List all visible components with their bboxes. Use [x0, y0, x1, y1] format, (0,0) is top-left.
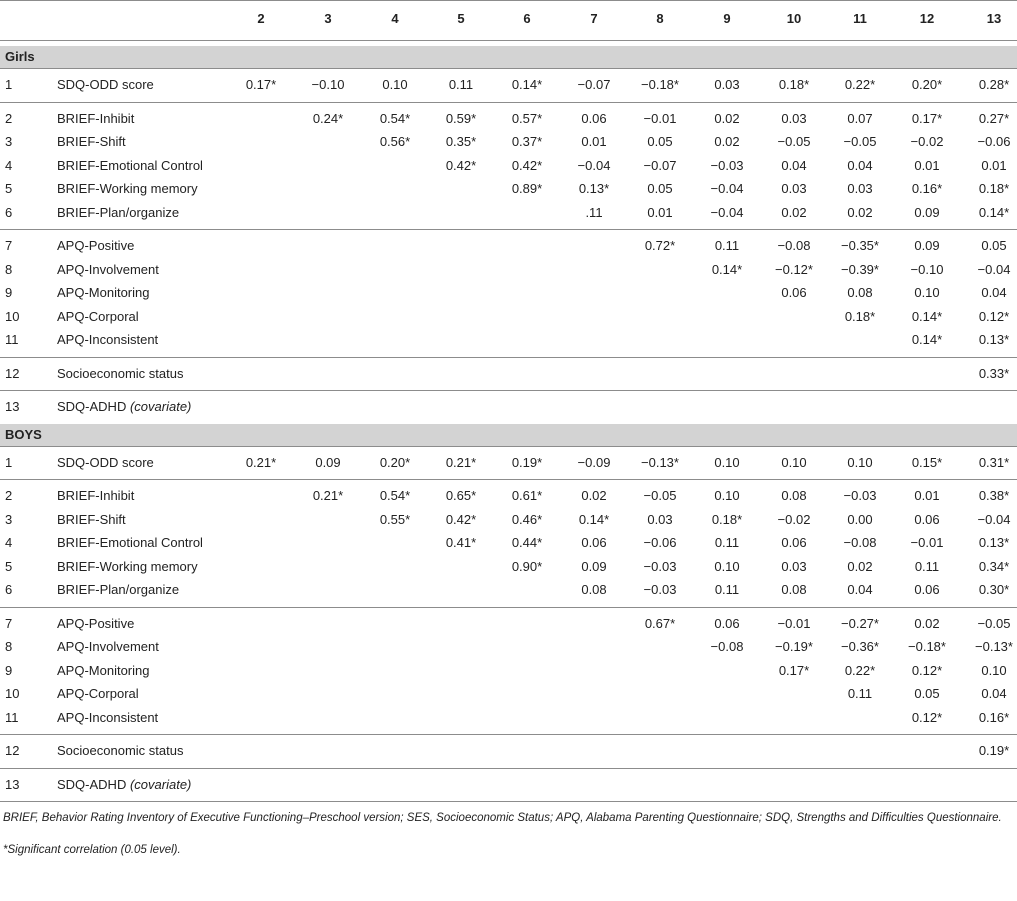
row-label-text: SDQ-ODD score — [57, 77, 154, 92]
correlation-cell: 0.04 — [847, 582, 873, 597]
column-header: 3 — [324, 11, 332, 26]
section-rule — [0, 446, 1017, 447]
correlation-cell: 0.13* — [978, 332, 1010, 347]
correlation-cell: −0.03 — [710, 157, 744, 173]
row-label — [57, 710, 158, 726]
row-label-text: APQ-Inconsistent — [57, 332, 159, 347]
correlation-cell: −0.04 — [577, 157, 611, 173]
row-number: 9 — [5, 285, 13, 300]
row-number: 10 — [5, 686, 20, 701]
group-rule — [0, 357, 1017, 358]
row-number: 13 — [5, 776, 20, 792]
row-label — [57, 366, 183, 382]
correlation-cell: 0.13* — [578, 181, 610, 196]
correlation-cell: 0.05 — [647, 181, 673, 196]
row-label — [57, 455, 154, 471]
column-header: 13 — [986, 11, 1002, 26]
correlation-cell: 0.54* — [379, 110, 411, 126]
correlation-cell: −0.18* — [908, 639, 946, 654]
correlation-cell: 0.04 — [981, 686, 1007, 701]
row-label-text: APQ-Corporal — [57, 686, 139, 701]
correlation-cell: 0.11 — [847, 686, 873, 701]
correlation-cell: −0.09 — [577, 454, 611, 470]
row-label — [57, 559, 198, 575]
row-label-text: BRIEF-Inhibit — [57, 488, 135, 503]
row-label — [57, 399, 191, 415]
correlation-cell: 0.67* — [644, 615, 676, 631]
row-label-text: Socioeconomic status — [57, 365, 184, 381]
row-number: 1 — [5, 454, 13, 470]
correlation-cell: 0.14* — [578, 511, 610, 527]
column-header: 4 — [391, 11, 399, 26]
correlation-cell: 0.08 — [581, 582, 607, 597]
row-number: 10 — [5, 308, 20, 324]
correlation-cell: −0.13* — [641, 454, 679, 470]
correlation-cell: 0.42* — [445, 157, 477, 173]
correlation-cell: −0.05 — [643, 488, 677, 503]
correlation-cell: −0.06 — [643, 535, 677, 550]
row-number: 11 — [5, 332, 19, 347]
correlation-cell: −0.06 — [977, 134, 1011, 149]
correlation-cell: 0.21* — [312, 488, 344, 503]
row-label — [57, 582, 179, 598]
row-number: 6 — [5, 204, 13, 220]
correlation-cell: 0.11 — [714, 582, 740, 597]
correlation-cell: −0.13* — [975, 639, 1013, 654]
correlation-cell: .11 — [585, 204, 603, 220]
row-label — [57, 205, 179, 221]
section-band — [0, 46, 1017, 68]
correlation-cell: 0.14* — [911, 332, 943, 347]
row-label-text: SDQ-ADHD — [57, 776, 127, 792]
correlation-cell: −0.02 — [777, 511, 811, 527]
correlation-cell: −0.18* — [641, 77, 679, 92]
correlation-cell: −0.36* — [841, 639, 879, 654]
correlation-cell: 0.55* — [379, 511, 411, 527]
row-number: 8 — [5, 261, 13, 277]
row-label — [57, 111, 134, 127]
correlation-cell: 0.22* — [844, 77, 876, 92]
correlation-cell: 0.10 — [714, 454, 740, 470]
correlation-cell: 0.18* — [711, 511, 743, 527]
correlation-cell: 0.02 — [847, 558, 873, 574]
row-number: 13 — [5, 399, 20, 414]
correlation-cell: 0.15* — [911, 454, 943, 470]
correlation-cell: 0.46* — [511, 511, 543, 527]
correlation-cell: −0.02 — [910, 134, 944, 149]
section-rule — [0, 68, 1017, 69]
correlation-cell: 0.10 — [714, 488, 740, 503]
row-label-text: BRIEF-Working memory — [57, 558, 198, 574]
correlation-cell: −0.39* — [841, 261, 879, 277]
correlation-cell: 0.06 — [581, 535, 607, 550]
row-label — [57, 616, 134, 632]
correlation-cell: 0.00 — [847, 511, 873, 527]
correlation-cell: 0.44* — [511, 535, 543, 550]
correlation-cell: 0.11 — [714, 238, 740, 253]
correlation-cell: 0.54* — [379, 488, 411, 503]
correlation-cell: 0.14* — [978, 204, 1010, 220]
group-rule — [0, 229, 1017, 230]
correlation-cell: 0.02 — [714, 134, 740, 149]
correlation-cell: 0.20* — [911, 77, 943, 92]
row-label-text: BRIEF-Working memory — [57, 181, 198, 196]
group-rule — [0, 390, 1017, 391]
correlation-cell: 0.09 — [581, 558, 607, 574]
correlation-cell: −0.05 — [777, 134, 811, 149]
correlation-cell: −0.08 — [777, 238, 811, 253]
row-label — [57, 238, 134, 254]
row-label-text: APQ-Monitoring — [57, 285, 150, 300]
row-label — [57, 743, 183, 759]
row-label-text: APQ-Inconsistent — [57, 709, 159, 725]
correlation-cell: −0.10 — [910, 261, 944, 277]
correlation-cell: −0.19* — [775, 639, 813, 654]
correlation-cell: 0.17* — [911, 110, 943, 126]
correlation-cell: 0.10 — [914, 285, 940, 300]
correlation-cell: 0.09 — [914, 204, 940, 220]
column-header: 11 — [853, 11, 867, 26]
correlation-cell: 0.01 — [914, 488, 940, 503]
correlation-cell: 0.16* — [978, 709, 1010, 725]
correlation-cell: 0.10 — [847, 454, 873, 470]
row-label — [57, 686, 139, 702]
row-label — [57, 158, 203, 174]
correlation-cell: 0.05 — [981, 238, 1007, 253]
correlation-cell: −0.07 — [577, 77, 611, 92]
correlation-cell: 0.10 — [781, 454, 807, 470]
correlation-cell: 0.01 — [981, 157, 1007, 173]
correlation-cell: −0.03 — [643, 582, 677, 597]
correlation-cell: 0.16* — [911, 181, 943, 196]
row-number: 7 — [5, 238, 13, 253]
correlation-cell: 0.89* — [511, 181, 543, 196]
correlation-cell: 0.02 — [581, 488, 607, 503]
row-label-text: BRIEF-Emotional Control — [57, 535, 203, 550]
correlation-cell: 0.03 — [847, 181, 873, 196]
correlation-cell: 0.33* — [978, 365, 1010, 381]
correlation-cell: 0.19* — [978, 743, 1010, 758]
correlation-cell: 0.17* — [245, 77, 277, 92]
correlation-cell: −0.08 — [843, 535, 877, 550]
correlation-cell: 0.04 — [847, 157, 873, 173]
column-header: 5 — [457, 11, 465, 26]
row-label-text: APQ-Involvement — [57, 261, 159, 277]
row-label — [57, 332, 158, 348]
correlation-cell: 0.05 — [647, 134, 673, 149]
correlation-cell: 0.90* — [511, 558, 543, 574]
group-rule — [0, 102, 1017, 103]
correlation-cell: 0.03 — [781, 181, 807, 196]
table-footnote: *Significant correlation (0.05 level). — [3, 844, 181, 856]
row-label-text: APQ-Involvement — [57, 639, 159, 654]
correlation-cell: 0.42* — [511, 157, 543, 173]
correlation-cell: −0.12* — [775, 261, 813, 277]
correlation-cell: 0.30* — [978, 582, 1010, 597]
row-label — [57, 663, 149, 679]
correlation-cell: 0.04 — [781, 157, 807, 173]
row-number: 1 — [5, 77, 13, 92]
correlation-cell: 0.57* — [511, 110, 543, 126]
correlation-cell: 0.05 — [914, 686, 940, 701]
row-label-text: SDQ-ADHD — [57, 399, 127, 414]
correlation-cell: 0.06 — [914, 511, 940, 527]
correlation-cell: 0.18* — [978, 181, 1010, 196]
correlation-cell: 0.59* — [445, 110, 477, 126]
correlation-cell: 0.42* — [445, 511, 477, 527]
row-label-text: BRIEF-Emotional Control — [57, 157, 203, 173]
correlation-cell: 0.65* — [445, 488, 477, 503]
correlation-cell: −0.01 — [643, 110, 677, 126]
correlation-cell: 0.31* — [978, 454, 1010, 470]
correlation-cell: 0.19* — [511, 454, 543, 470]
column-header: 9 — [723, 11, 731, 26]
correlation-cell: 0.18* — [844, 308, 876, 324]
row-number: 4 — [5, 157, 13, 173]
correlation-cell: −0.04 — [710, 181, 744, 196]
section-title: Girls — [5, 49, 35, 64]
row-label-text: BRIEF-Shift — [57, 511, 126, 527]
group-rule — [0, 768, 1017, 769]
row-label-text: APQ-Corporal — [57, 308, 139, 324]
section-title: BOYS — [5, 426, 42, 442]
correlation-cell: 0.08 — [781, 488, 807, 503]
column-header: 7 — [590, 11, 598, 26]
correlation-cell: 0.14* — [711, 261, 743, 277]
column-header: 8 — [656, 11, 664, 26]
correlation-cell: 0.24* — [312, 110, 344, 126]
correlation-cell: 0.28* — [978, 77, 1010, 92]
correlation-cell: 0.07 — [847, 110, 873, 126]
correlation-cell: 0.14* — [511, 77, 543, 92]
correlation-cell: 0.02 — [714, 110, 740, 126]
correlation-cell: 0.02 — [781, 204, 807, 220]
correlation-cell: 0.61* — [511, 488, 543, 503]
row-number: 12 — [5, 365, 20, 381]
row-label — [57, 181, 198, 197]
group-rule — [0, 607, 1017, 608]
row-label — [57, 262, 159, 278]
correlation-cell: 0.02 — [847, 204, 873, 220]
correlation-cell: 0.20* — [379, 454, 411, 470]
correlation-cell: −0.03 — [643, 558, 677, 574]
row-number: 7 — [5, 615, 13, 631]
correlation-cell: 0.09 — [315, 454, 341, 470]
correlation-cell: 0.38* — [978, 488, 1010, 503]
row-number: 9 — [5, 662, 13, 678]
row-number: 5 — [5, 181, 13, 196]
group-rule — [0, 801, 1017, 802]
row-number: 2 — [5, 488, 13, 503]
correlation-cell: 0.06 — [914, 582, 940, 597]
correlation-cell: −0.04 — [977, 261, 1011, 277]
correlation-cell: 0.03 — [781, 110, 807, 126]
row-label-text: Socioeconomic status — [57, 743, 184, 758]
correlation-cell: 0.35* — [445, 134, 477, 149]
correlation-cell: 0.01 — [647, 204, 673, 220]
row-number: 3 — [5, 511, 13, 527]
correlation-cell: −0.07 — [643, 157, 677, 173]
row-label-text: APQ-Positive — [57, 238, 135, 253]
row-number: 3 — [5, 134, 13, 149]
correlation-cell: 0.03 — [781, 558, 807, 574]
column-header: 12 — [919, 11, 935, 26]
correlation-cell: 0.17* — [778, 662, 810, 678]
row-label-note: (covariate) — [129, 776, 192, 792]
row-label-text: BRIEF-Plan/organize — [57, 582, 180, 597]
row-label-text: SDQ-ODD score — [57, 454, 154, 470]
row-label — [57, 309, 139, 325]
correlation-cell: 0.10 — [382, 77, 408, 92]
row-label — [57, 285, 149, 301]
row-label — [57, 535, 203, 551]
correlation-cell: 0.34* — [978, 558, 1010, 574]
correlation-cell: 0.12* — [978, 308, 1010, 324]
row-label-text: APQ-Monitoring — [57, 662, 150, 678]
correlation-cell: −0.10 — [311, 77, 345, 92]
row-number: 2 — [5, 110, 13, 126]
correlation-cell: 0.18* — [778, 77, 810, 92]
correlation-cell: 0.09 — [914, 238, 940, 253]
correlation-cell: 0.01 — [914, 157, 940, 173]
correlation-cell: 0.12* — [911, 662, 943, 678]
row-label — [57, 488, 134, 504]
row-label-note: (covariate) — [129, 399, 192, 414]
correlation-cell: −0.35* — [841, 238, 879, 253]
correlation-cell: 0.06 — [781, 535, 807, 550]
correlation-cell: 0.04 — [981, 285, 1007, 300]
correlation-cell: 0.08 — [781, 582, 807, 597]
table-footnote: BRIEF, Behavior Rating Inventory of Executive Functioning–Preschool version; SES, Socioeconomic Status; APQ, Alabama Parenting Questionnaire; SDQ, Strengths and Difficulties Questionnaire. — [3, 812, 1002, 824]
correlation-cell: −0.08 — [710, 639, 744, 654]
correlation-cell: 0.03 — [647, 511, 673, 527]
correlation-cell: 0.03 — [714, 77, 740, 92]
row-label-text: BRIEF-Shift — [57, 134, 126, 149]
column-header: 10 — [786, 11, 802, 26]
correlation-cell: 0.06 — [581, 110, 607, 126]
row-label — [57, 512, 126, 528]
correlation-cell: −0.05 — [977, 615, 1011, 631]
correlation-cell: 0.06 — [781, 285, 807, 300]
correlation-cell: 0.08 — [847, 285, 873, 300]
correlation-cell: 0.01 — [581, 134, 607, 149]
row-number: 5 — [5, 558, 13, 574]
correlation-cell: 0.02 — [914, 615, 940, 631]
correlation-cell: 0.10 — [981, 662, 1007, 678]
correlation-cell: 0.11 — [914, 558, 940, 574]
row-label-text: BRIEF-Inhibit — [57, 110, 135, 126]
correlation-cell: −0.03 — [843, 488, 877, 503]
row-label — [57, 134, 126, 150]
row-label — [57, 639, 159, 655]
correlation-cell: −0.04 — [977, 511, 1011, 527]
correlation-cell: 0.41* — [445, 535, 477, 550]
correlation-cell: 0.12* — [911, 709, 943, 725]
correlation-cell: 0.37* — [511, 134, 543, 149]
correlation-cell: −0.05 — [843, 134, 877, 149]
row-label-text: BRIEF-Plan/organize — [57, 204, 180, 220]
correlation-cell: −0.01 — [777, 615, 811, 631]
correlation-cell: 0.22* — [844, 662, 876, 678]
group-rule — [0, 734, 1017, 735]
group-rule — [0, 479, 1017, 480]
correlation-cell: 0.10 — [714, 558, 740, 574]
correlation-cell: 0.56* — [379, 134, 411, 149]
section-band — [0, 424, 1017, 446]
row-label — [57, 777, 191, 793]
row-number: 11 — [5, 709, 19, 725]
correlation-cell: 0.06 — [714, 615, 740, 631]
correlation-cell: −0.04 — [710, 204, 744, 220]
correlation-cell: 0.27* — [978, 110, 1010, 126]
header-rule — [0, 40, 1017, 41]
row-number: 6 — [5, 582, 13, 597]
row-label-text: APQ-Positive — [57, 615, 135, 631]
correlation-cell: 0.21* — [245, 454, 277, 470]
correlation-cell: 0.11 — [714, 535, 740, 550]
correlation-cell: 0.13* — [978, 535, 1010, 550]
correlation-cell: 0.14* — [911, 308, 943, 324]
correlation-cell: 0.72* — [644, 238, 676, 253]
row-number: 12 — [5, 743, 20, 758]
row-label — [57, 77, 154, 93]
correlation-cell: 0.11 — [448, 77, 474, 92]
row-number: 4 — [5, 535, 13, 550]
table-top-rule — [0, 0, 1017, 1]
column-header: 2 — [257, 11, 265, 26]
correlation-cell: −0.01 — [910, 535, 944, 550]
column-header: 6 — [523, 11, 531, 26]
row-number: 8 — [5, 639, 13, 654]
correlation-cell: −0.27* — [841, 615, 879, 631]
correlation-cell: 0.21* — [445, 454, 477, 470]
